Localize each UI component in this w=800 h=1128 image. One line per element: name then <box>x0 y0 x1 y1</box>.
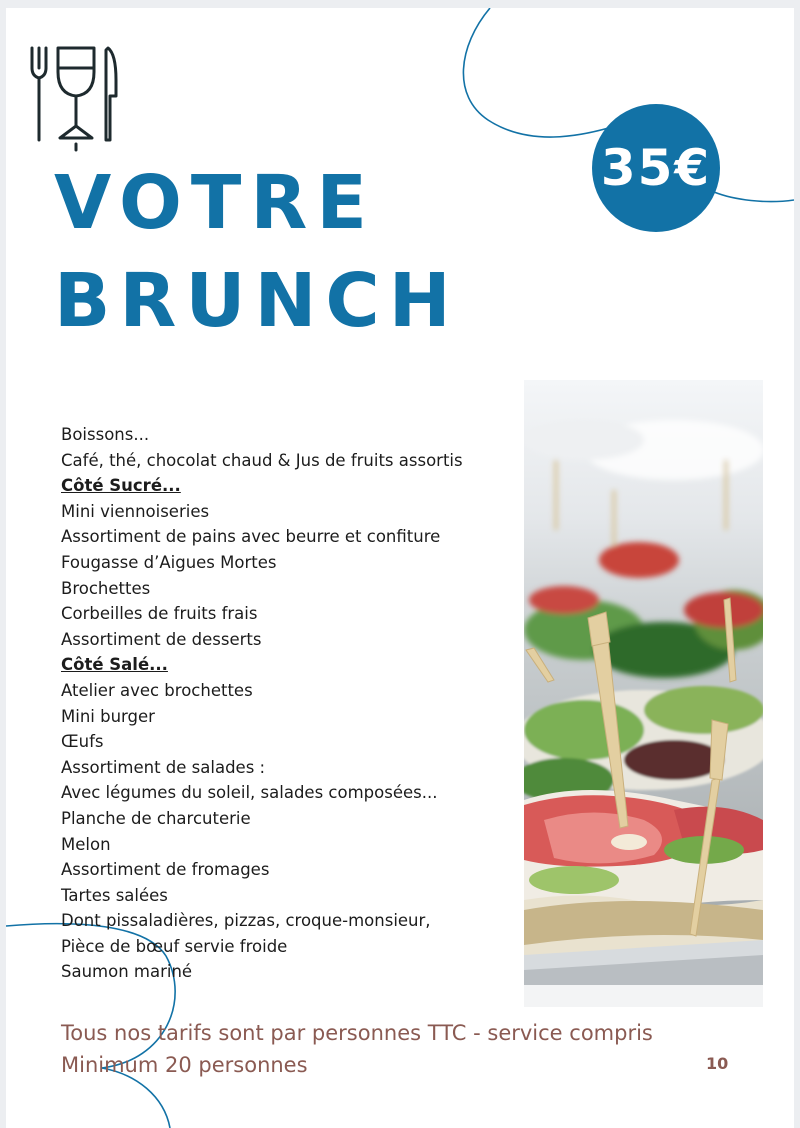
minimum-note: Minimum 20 personnes <box>61 1053 308 1077</box>
page-number: 10 <box>706 1054 729 1073</box>
pricing-note: Tous nos tarifs sont par personnes TTC - service compris <box>61 1021 653 1045</box>
title-line-1: VOTRE <box>54 160 376 246</box>
utensils-wine-glass-icon <box>28 44 120 154</box>
menu-item: Café, thé, chocolat chaud & Jus de fruits assortis <box>61 450 463 470</box>
menu-item: Avec légumes du soleil, salades composées... <box>61 783 438 803</box>
menu-item: Assortiment de salades : <box>61 757 266 777</box>
menu-item: Saumon mariné <box>61 962 193 982</box>
menu-section-heading: Côté Sucré... <box>61 476 181 496</box>
price-badge: 35€ <box>592 104 720 232</box>
menu-item: Dont pissaladières, pizzas, croque-monsieur, <box>61 911 431 931</box>
menu-section-heading: Côté Salé... <box>61 655 168 675</box>
menu-item: Brochettes <box>61 578 151 598</box>
menu-list <box>61 422 511 985</box>
menu-item: Tartes salées <box>61 885 168 905</box>
page-title <box>54 154 460 350</box>
menu-item: Planche de charcuterie <box>61 808 251 828</box>
menu-item: Pièce de bœuf servie froide <box>61 936 288 956</box>
menu-item: Mini viennoiseries <box>61 501 210 521</box>
menu-item: Atelier avec brochettes <box>61 680 253 700</box>
menu-item: Mini burger <box>61 706 155 726</box>
menu-item: Œufs <box>61 732 104 752</box>
menu-item: Boissons... <box>61 425 150 444</box>
menu-item: Fougasse d’Aigues Mortes <box>61 552 277 572</box>
menu-item: Melon <box>61 834 111 854</box>
menu-item: Assortiment de pains avec beurre et confiture <box>61 527 441 547</box>
menu-item: Assortiment de fromages <box>61 860 270 880</box>
title-line-2: BRUNCH <box>54 258 460 344</box>
footer-notes <box>61 1017 653 1081</box>
menu-item: Corbeilles de fruits frais <box>61 604 258 624</box>
menu-item: Assortiment de desserts <box>61 629 262 649</box>
food-photo <box>524 380 763 1007</box>
menu-page <box>6 8 794 1128</box>
